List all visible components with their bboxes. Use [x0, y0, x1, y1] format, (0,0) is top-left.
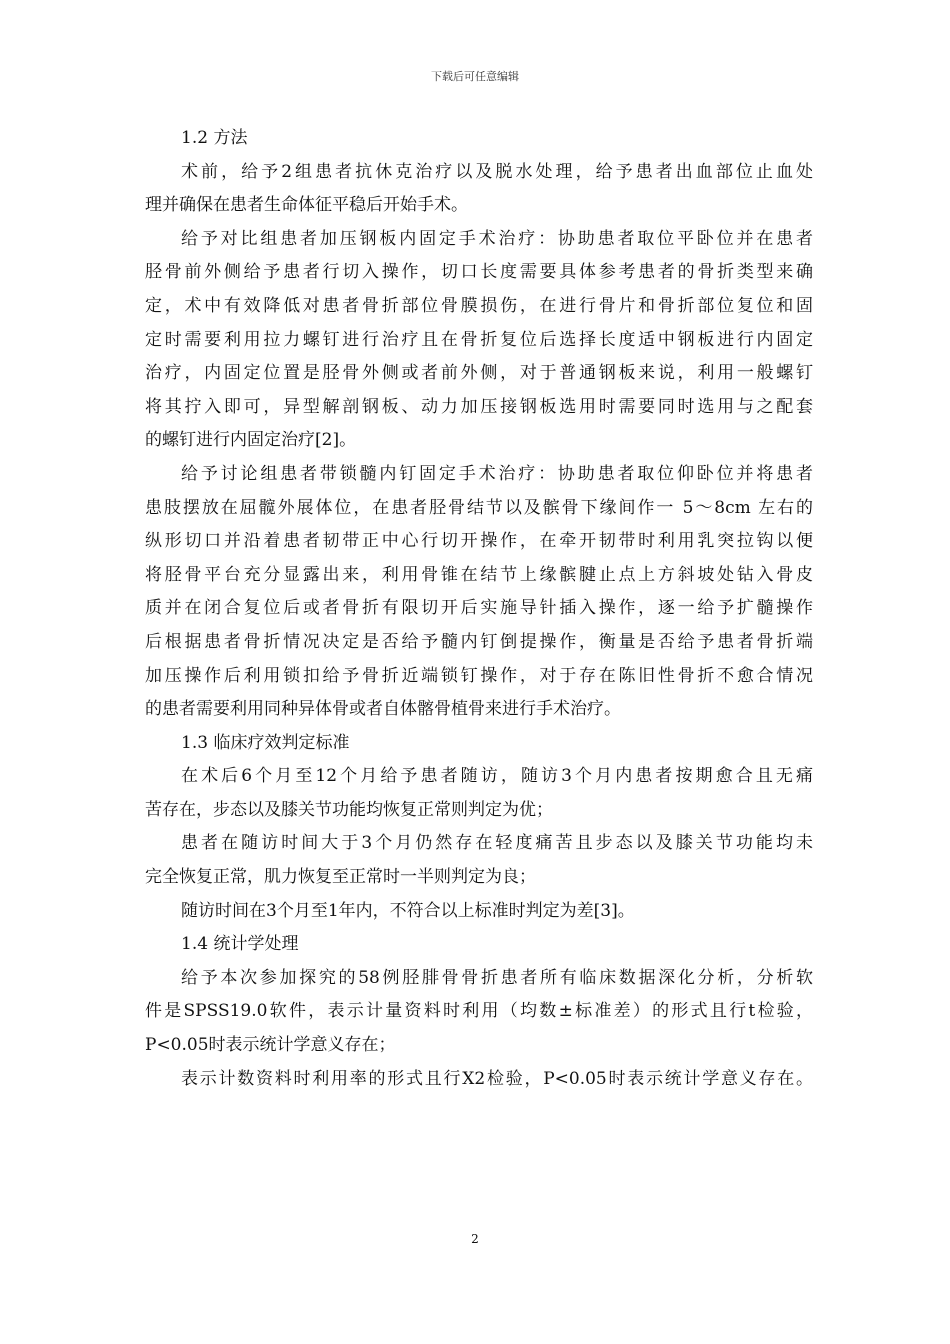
page-number: 2: [471, 1232, 479, 1246]
text-line: 质并在闭合复位后或者骨折有限切开后实施导针插入操作，逐一给予扩髓操作: [145, 598, 813, 619]
text-line: 1.3 临床疗效判定标准: [181, 732, 350, 753]
text-line: 患者在随访时间大于3个月仍然存在轻度痛苦且步态以及膝关节功能均未: [181, 833, 813, 854]
text-line: 1.2 方法: [181, 128, 248, 148]
text-line: 后根据患者骨折情况决定是否给予髓内钉倒提操作，衡量是否给予患者骨折端: [145, 631, 813, 652]
text-line: 给予对比组患者加压钢板内固定手术治疗：协助患者取位平卧位并在患者: [181, 228, 813, 249]
text-line: 胫骨前外侧给予患者行切入操作，切口长度需要具体参考患者的骨折类型来确: [145, 262, 813, 283]
text-line: 1.4 统计学处理: [181, 934, 299, 955]
text-line: P<0.05时表示统计学意义存在；: [145, 1035, 396, 1056]
text-line: 纵形切口并沿着患者韧带正中心行切开操作，在牵开韧带时利用乳突拉钩以便: [145, 531, 813, 552]
text-line: 治疗，内固定位置是胫骨外侧或者前外侧，对于普通钢板来说，利用一般螺钉: [145, 363, 813, 384]
text-line: 术前，给予2组患者抗休克治疗以及脱水处理，给予患者出血部位止血处: [181, 161, 813, 182]
text-line: 患肢摆放在屈髋外展体位，在患者胫骨结节以及髌骨下缘间作一 5～8cm 左右的: [145, 497, 813, 518]
text-line: 表示计数资料时利用率的形式且行X2检验，P<0.05时表示统计学意义存在。: [181, 1068, 813, 1089]
text-line: 完全恢复正常，肌力恢复至正常时一半则判定为良；: [145, 867, 536, 888]
text-line: 给予讨论组患者带锁髓内钉固定手术治疗：协助患者取位仰卧位并将患者: [181, 463, 813, 484]
document-body: [145, 122, 813, 1096]
page-header: 下载后可任意编辑: [431, 70, 519, 83]
text-line: 在术后6个月至12个月给予患者随访，随访3个月内患者按期愈合且无痛: [181, 766, 813, 787]
text-line: 将其拧入即可，异型解剖钢板、动力加压接钢板选用时需要同时选用与之配套: [145, 396, 813, 417]
text-line: 随访时间在3个月至1年内，不符合以上标准时判定为差[3]。: [181, 900, 635, 921]
text-line: 给予本次参加探究的58例胫腓骨骨折患者所有临床数据深化分析，分析软: [181, 967, 813, 988]
text-line: 定，术中有效降低对患者骨折部位骨膜损伤，在进行骨片和骨折部位复位和固: [145, 295, 813, 316]
text-line: 的患者需要利用同种异体骨或者自体髂骨植骨来进行手术治疗。: [145, 699, 621, 720]
text-line: 加压操作后利用锁扣给予骨折近端锁钉操作，对于存在陈旧性骨折不愈合情况: [145, 665, 813, 686]
text-line: 件是SPSS19.0软件，表示计量资料时利用（均数±标准差）的形式且行t检验，: [145, 1001, 813, 1022]
text-line: 定时需要利用拉力螺钉进行治疗且在骨折复位后选择长度适中钢板进行内固定: [145, 329, 813, 350]
text-line: 理并确保在患者生命体征平稳后开始手术。: [145, 195, 468, 216]
text-line: 将胫骨平台充分显露出来，利用骨锥在结节上缘髌腱止点上方斜坡处钻入骨皮: [145, 564, 813, 585]
text-line: 苦存在，步态以及膝关节功能均恢复正常则判定为优；: [145, 799, 553, 820]
text-line: 的螺钉进行内固定治疗[2]。: [145, 430, 357, 451]
